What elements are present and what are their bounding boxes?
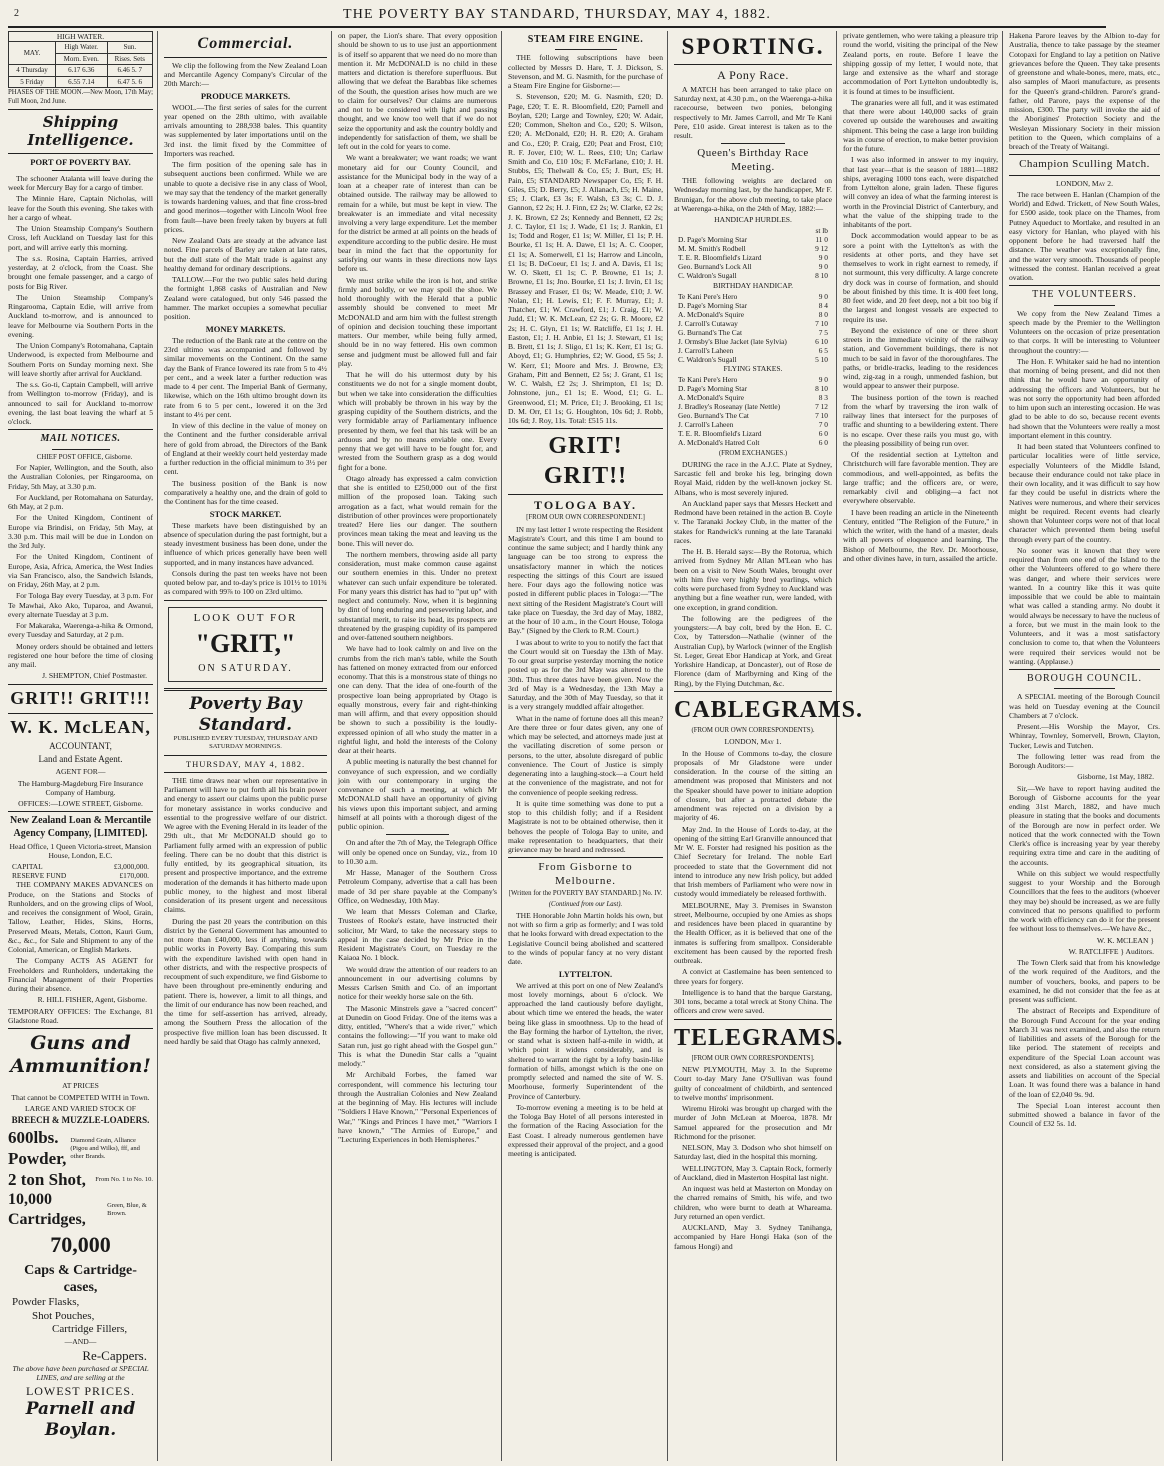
tide-row [9,65,153,77]
purchased-note: The above have been purchased at SPECIAL LINES, and are selling at the [12,1363,149,1382]
news-note: Mr Hasse, Manager of the Southern Cross Petroleum Company, advertise that a call has been made of 3d per share payable at the Company's Office, on Wednesday, 10th May. [338,868,497,905]
editorial-para: We want a breakwater; we want roads; we want monetary aid for our County Council, and assistance for the Municipal body in the way of a loan at a cheaper rate of interest than can be obtained outside. The railway may be allowed to remain for a while, but must be kept in view. The breakwater is an immediate and vital necessity involving a very large expenditure. Let the member for the district be armed at all points on the heads of expenditure according to the public desire. He must bear in mind the fact that the opportunity for satisfying our wants in these directions now lays before us. [338,153,497,274]
editorial-para: A public meeting is naturally the best channel for conveyance of such expression, and we cordially join with our contemporary in urging the convenance of such a meeting, at which Mr McDONALD shall have an opportunity of giving his views upon this important subject, and arming himself at all points with a thorough digest of the public opinion. [338,757,497,832]
letter-para: The granaries were all full, and it was estimated that there were about 140,000 sacks of grain covered up outside the warehouses and awaiting shipment. This being the case a large iron building was in course of erection, to make better provision for the future. [843,97,998,154]
column-4 [508,31,668,1461]
flying-entry: A. McDonald's Squire 8 3 [678,393,828,403]
mail-item: For Makaraka, Waerenga-a-hika & Ormond, every Tuesday and Saturday, at 2 p.m. [8,621,153,640]
tele-para: NEW PLYMOUTH, May 3. In the Supreme Court to-day Mary Jane O'Sullivan was found guilty of concealment of childbirth, and sentenced to twelve months' imprisonment. [674,1065,832,1102]
tide-table [8,41,153,88]
shot-row: 2 ton Shot, From No. 1 to No. 10. [8,1169,153,1189]
sport-para: The following are the pedigrees of the youngsters:—A bay colt, bred by the Hon. E. C. Cox, by Tattersdon—Nathalie (winner of the Australian Cup), by Warlock (winner of the English St. Leger, Great Ebor Handicap at York, and Great Yorkshire Handicap, at Doncaster), out of Rose de Florence (dam of Marlbyrning and King of the Ring), by the Flying Dutchman, &c. [674,613,832,688]
sporting-heading: SPORTING. [681,34,825,60]
news-note: On and after the 7th of May, the Telegraph Office will only be opened once on Sunday, viz., from 10 to 10.30 a.m. [338,838,497,866]
tologa-para: IN my last letter I wrote respecting the Resident Magistrate's Court, and this time I am bound to continue the same subject; and I hardly think any language can be too strong to express the unsatisfactory manner in which the notices respecting the sittings of this Court are issued here. Four days ago the following notice was posted in different public places in Tologa:—"The next sitting of the Resident Magistrate's Court will take place on Tuesday, the 3rd day of May, 1882, at the hour of 10 a.m., in the Court House, Tologa Bay." (Signed by the Clerk to R.M. Court.) [508,524,663,636]
lyttelton-heading: LYTTELTON. [558,969,613,980]
guns-heading: Guns and Ammunition! [10,1032,151,1078]
flying-entry: Geo. Burnand's The Cat 7 10 [678,411,828,421]
hurdles-heading: HANDICAP HURDLES. [714,215,792,225]
money-para: The reduction of the Bank rate at the centre on the 23rd ultimo was accompanied and followed by similar movements on the Continent. On the same day the Bank of France lowered its rate from 5 to 4½ per cent., and a week later a further reduction was made to 4 per cent. The Imperial Bank of Germany, likewise, which on the 16th ultimo brought down its rate from 6 to 5 per cent., lowered it on the 3rd instant to 4½ per cent. [164,335,327,419]
tide-header-month: MAY. [9,42,56,65]
melbourne-para: THE Honorable John Martin holds his own, but not with so firm a grip as formerly; and I was told that he looks forward with dread expectation to the Legislative Council being abolished and scattered to the winds of popular fancy at no very distant date. [508,910,663,967]
column-3 [338,31,502,1461]
council-para: The Special Loan interest account then submitted showed a balance in favor of the Council of £32 5s. 1d. [1009,1100,1160,1129]
letter-para: I was also informed in answer to my inquiry, that last year—that is the season of 1881—1882 ships, averaging 1000 tons each, were dispatched from Lyttelton alone, grain laden. These figures will convey an idea of what the farming interest is worth in the Provincial District of Canterbury, and what the value of the shipping trade to the inhabitants of the port. [843,155,998,230]
commercial-heading: Commercial. [197,35,294,53]
masthead [8,6,1106,28]
sport-para: DURING the race in the A.J.C. Plate at Sydney, Sarcastic fell and broke his leg, bringing down Royal Maid, ridden by the well-known jockey St. Albans, who is most severely injured. [674,459,832,497]
large-stock: LARGE AND VARIED STOCK OF [25,1103,136,1113]
stock-para: Consols during the past ten weeks have not been quoted below par, and to-day's price is 101½ to 101¾ as compared with 99⅞ to 100 on 23rd ultimo. [164,568,327,597]
handicap-entry: Te Kani Pere's Hero 9 0 [678,291,828,301]
loaders: BREECH & MUZZLE-LOADERS. [11,1115,150,1126]
letter-para: Dock accommodation would appear to be as sore a point with the Lyttelton's as with the residents at other ports, and they have set themselves to work in right earnest to remedy, if not surmount, this very difficulty. A large concrete dry dock was in course of formation, and should be about finished by this time. It is 400 feet long, 80 feet wide, and 20 feet deep, not a bit too big if the largest and longest vessels are expected to require its use. [843,231,998,324]
sculling-heading: Champion Sculling Match. [1019,158,1150,171]
tele-para: WELLINGTON, May 3. Captain Rock, formerly of Auckland, died in Masterton Hospital last night. [674,1163,832,1182]
editorial-para: on paper, the Lion's share. That every opposition should be shown to us to use just an apportionment is of itself so apparent that we need do no more than mention it. Mr McDONALD is no child in these matters and dictation is therefore superfluous. But allowing that we defeat the Barabbas like schemes of the South, the question arises how much are we to claim for ourselves? Our claims are numerous and not to be considered with light and passing thought, and we know too well that if we do not seize the opportunity and ask the country boldly and independently for satisfaction of them, we shall be left out in the cold for years to come. [338,31,498,152]
shipping-item: The Union Steamship Company's Ringarooma, Captain Edie, will arrive from Auckland to-morrow, and is announced to leave for Melbourne via Southern Ports in the evening. [8,292,153,339]
nzloan-body: THE COMPANY MAKES ADVANCES on Produce, on the Stations and Stocks of Runholders, and on the growing clips of Wool, and receives the consignment of Wool, Grain, Tallow, Leather, Hides, Skins, Horns, Preserved Meats, Metals, Cotton, Kauri Gum, &c., &c., for Sale and Shipment to any of the Colonial, American, or English Markets. [8,880,153,955]
commercial-intro: We clip the following from the New Zealand Loan and Mercantile Agency Company's Circular of the 20th March:— [164,60,327,89]
cable-para: Intelligence is to hand that the barque Garstang, 301 tons, became a total wreck at Stony China. The officers and crew were saved. [674,987,832,1016]
handicap-entry: C. Waldron's Sugall 5 10 [678,354,828,364]
mail-heading: MAIL NOTICES. [40,433,121,445]
council-para: While on this subject we would respectfully suggest to your Worship and the Borough Councillors that the fees to the auditors (whoever they may be) should be increased, as we are fully convinced that no persons qualified to perform the work with efficiency can do it for the present fee without loss to themselves.—We have &c., [1009,868,1160,934]
flying-stakes-heading: FLYING STAKES. [723,364,783,373]
postmaster-signature: J. SHEMPTON, Chief Postmaster. [42,671,147,681]
melbourne-heading: From Gisborne to Melbourne. [538,861,633,887]
caps-number: 70,000 [50,1232,111,1258]
cable-para: In the House of Commons to-day, the closure proposals of Mr Gladstone were under consideration. In the course of the sitting an amendment was proposed that Ministers and not the Speaker should have power to initiate adoption of closure, but after a protracted debate the amendment was rejected on a division by a majority of 46. [674,748,832,823]
handicap-entry: J. Carroll's Laheen 6 5 [678,345,828,355]
handicap-entry: A. McDonald's Squire 8 0 [678,309,828,319]
tide-header-rises-sets: Rises. Sets [107,53,152,65]
melbourne-sub: [Written for the POVERTY BAY STANDARD.] No. IV. [508,890,663,898]
tide-table-title: HIGH WATER. [8,31,153,41]
council-date: Gisborne, 1st May, 1882. [1077,772,1154,782]
column-1 [8,31,158,1461]
produce-para: TALLOW.—For the two public sales held during the fortnight 1,868 casks of Australian and New Zealand were catalogued, but only 546 passed the hammer. The market occupies a somewhat peculiar position. [164,275,327,322]
council-para: The Town Clerk said that from his knowledge of the work required of the Auditors, and the number of vouchers, books, and papers to be examined, he did not consider that the fee as at present was sufficient. [1009,958,1160,1005]
tologa-para: What in the name of fortune does all this mean? Are there three or four dates given, any one of which may be selected, and attorneys made just at the vacillating discretion of some person or persons, to the utter, absolute disregard of public convenience. The Court of Justice is simply degenerating into a laughing-stock—a Court held at the convenience of the magistrate, and not for the convenience of people seeking redress. [508,713,663,797]
tologa-from: [FROM OUR OWN CORRESPONDENT.] [526,514,645,522]
fire-engine-list: S. Stevenson, £20; M. G. Nasmith, £20; D. Page, £20; T. E. R. Bloomfield, £20; Parnell and Boylan, £20; Large and Townley, £20; W. Adair, £20; Common, Shelton and Co., £20; S. Wilson, £20; A. McDonald, £20; H. R. £20; A. Graham and Co., £20; P. Craig, £20; Peat and Frost, £10; R. F. Jover, £10; W. L. Rees, £10; Un; Carlaw Smith and Co, £10 10s; F. McFarlane, £10; J. H. Stubbs, £5; Thelwall & Co, £5; J. Burt, £5; H. Pain, £5; STANDARD Newspaper Co, £5; F. H. Giles, £5; D. Berry, £5; J. Allanach, £5; H. Maine, £5; J. Clark, £3 3s; F. Walsh, £3 3s; C. D. J. Gannon, £2 2s; H. J. Finn, £2 2s; W. Clarke, £2 2s; J. K. Brown, £2 2s; Kennedy and Bennett, £2 2s; J. C. Taylor, £1 1s; J. Wade, £1 1s; J. Rankin, £1 1s; Todd and Roger, £1 1s; W. Miller, £1 1s; P. H. Bourke, £1 1s; H. A. Dawe, £1 1s; A. C. Cooper, £1 1s; A. Somerwell, £1 1s; Harrow and Lincoln, £1 1s; B. DeCoeur, £1 1s; J. and A. Davis, £1 1s; W. O. Skett, £1 1s; C. P. Browne, £1 1s; J. Browne, £1 1s; Jno. Bourke, £1 1s; J. Irvin, £1 1s; Brassey and Fraser, £1 0s; W. Meade, £10; J. W. Nolan, £1; H. Lewis, £1; F. F. Murray, £1; J. Thatcher, £1; W. Crawford, £1; J. Craig, £1; W. Judd, £1; W. K. McLean, £2 2s; G. R. Moore, £2 2s; H. C. Glyn, £1 1s; W. Ratcliffe, £1 1s; J. H. Easton, £1; J. H. Anbie, £1 1s; J. Stewart, £1 1s; B. Brett, £1 1s; J. Sligo, £1 1s; K. Kerr, £1 1s; G. Aboyd, £1; G. Humphries, £2; W. Good, £5 5s; J. W. Kerr, £1; Moore and Mrs. J. Browne, £3; Graham, Pitt and Bennett, £2 5s; J. Grant, £1 1s; W. C. Walsh, £2 2s; J. Shrimpton, £1 1s; D. Johnstone, jun., £1 1s; E. Wood, £1; G. L. Greenwood, £1; M. Price, £1; J. Brooking, £1 1s; D. M. Orr, £1 1s; G. Houghton, 10s 6d; J. Robb, 10s 6d; J. Roy, 11s. Total: £515 11s. [508,92,663,426]
agent-title: ACCOUNTANT, [49,741,112,752]
cable-para: A convict at Castlemaine has been sentenced to three years for forgery. [674,967,832,986]
at-prices: AT PRICES [62,1081,99,1091]
council-para: Present.—His Worship the Mayor, Crs. Whinray, Townley, Somervell, Brown, Clayton, Tucker, Lewis and Tutchen. [1009,722,1160,750]
council-para: Sir,—We have to report having audited the Borough of Gisborne accounts for the year ending 31st March, 1882, and have much pleasure in stating that the books and documents of the Borough are now in perfect order. We noticed that the work connected with the Town Clerk's office is increasing year by year thereby requiring extra time and care in the auditing of the accounts. [1009,783,1160,867]
letter-para: The business portion of the town is reached from the wharf by traversing the iron walk of railway lines that intersect for the purposes of traffic and shunting to a bewildering extent. There is no escape. Over these rails you must go, with the pleasing possibility of being run over. [843,392,998,448]
from-exchanges: (FROM EXCHANGES.) [718,449,788,457]
sculling-dateline: LONDON, May 2. [1056,178,1113,188]
tele-from: [FROM OUR OWN CORRESPONDENTS]. [691,1054,815,1062]
tide-header-sun: Sun. [107,42,152,54]
volunteers-para: We copy from the New Zealand Times a speech made by the Premier to the Wellington Volunteers on the occasion of prize presentation to that corps. It will be interesting to Volunteer throughout the country:— [1009,308,1160,355]
lookout-line-1: LOOK OUT FOR [193,611,298,624]
cable-para: May 2nd. In the House of Lords to-day, at the opening of the sitting Earl Granville announced that Mr W. E. Forster had resigned his position as the Chief Secretary for Ireland. The noble Earl proceeded to state that the Government did not intend to introduce any new Irish policy, but added that Irish members of Parliament who were now in custody would immediately be released forthwith. [674,824,832,899]
council-para: The abstract of Receipts and Expenditure of the Borough Fund Account for the year ending March 31 was next examined, and also the return of liabilities and assets of the Borough for the like period. The statement of receipts and expenditure of the Special Loan account was next considered, as also a statement giving the assets and liabilities on account of the Special Loan. It was found there was a balance in hand of the loan of £2,040 9s. 9d. [1009,1006,1160,1099]
tele-para: An inquest was held at Masterton on Monday on the charred remains of Smith, his wife, and two children, who were burnt to death at Whareama. Jury returned an open verdict. [674,1184,832,1221]
agent-for: AGENT FOR— [55,767,106,777]
volunteers-para: No sooner was it known that they were required than from one end of the Island to the other the Volunteers offered to go where there was danger, and where their services were wanted. In a country like this it was quite impossible that we could be able to maintain what was called a standing army. No doubt it would always be necessary to have the nucleus of a force, but we must in the main look to the Volunteers, and it was a most satisfactory conclusion to come to, that when the Volunteers were required their services would not be wanting. (Applause.) [1009,545,1160,666]
nzloan-acts: The Company ACTS AS AGENT for Freeholders and Runholders, undertaking the Financial Management of their Properties during their absence. [8,956,153,994]
editorial-para: THE time draws near when our representative in Parliament will have to put forth all his brain power and energy to assert our claims upon the public purse for monetary assistance in works conducive and essential to the progressive welfare of our district. We agree with the Evening Herald in its leader of the 29th ult., that Mr McDONALD should go to Parliament fully armed with an expression of public feeling. There can be no doubt that this district is fully entitled, by its geographical situation, its present and prospective importance, and the extreme moderation of the demands it has hitherto made upon public money, to the highest and most liberal consideration of its present urgent and necessitous claims. [164,775,327,915]
flying-entry: D. Page's Morning Star 8 10 [678,384,828,394]
tide-day: 5 Friday [9,76,56,88]
sculling-body: The race between E. Hanlan (Champion of the World) and Edwd. Trickett, of New South Wales, for £500 aside, took place on the Thames, from Putney Aqueduct to Mortlake, and resulted in an easy victory for Hanlan, who played with his opponent before he had traversed half the distance. The weather was exceptionally fine, and the water very smooth. Thousands of people witnessed the contest. Hanlan received a great ovation. [1009,189,1160,283]
agent-company: The Hamburg-Magdeburg Fire Insurance Company of Hamburg. [17,778,144,797]
editorial-para: We must strike while the iron is hot, and strike firmly and boldly, or we may spoil the shoe. We hold thoroughly with the Herald that a public assembly should be convened to meet Mr McDONALD and arm him with the fullest strength of opinion and decision touching these important matters. Our member, while being fully armed, should be in no way fettered. His own common sense and judgment must be allowed full and fair play. [338,275,497,368]
tide-day: 4 Thursday [9,65,56,77]
mail-item: Money orders should be obtained and letters registered one hour before the time of closing any mail. [8,641,153,670]
compete-line: That cannot be COMPETED WITH in Town. [11,1092,150,1102]
flying-entry: T. E. R. Bloomfield's Lizard 6 0 [678,429,828,439]
pony-race-heading: A Pony Race. [717,68,789,83]
tide-morn-even: 6.17 6.36 [55,65,107,77]
editorial-para: During the past 20 years the contribution on this district by the General Government has amounted to not more than £40,000, less if anything, towards public works in Poverty Bay. Comparing this sum with the expenditure lavished with open hand in other districts, and with the respective prospects of recoupment of such expenditure, we find Gisborne to have been throughout pre-eminently enduring and patient. There is, however, a limit to all things, and the limit of our endurance has now been reached, and the time for self-assertion has arrived, already, among the Southern Press the allocation of the prospective five million loan has been discussed. It need hardly be said that Otago has calmly annexed, [164,916,327,1046]
mail-item: For Tologa Bay every Tuesday, at 3 p.m. For Te Mawhai, Ako Ako, Tuparoa, and Awanui, every alternate Tuesday at 3 p.m. [8,591,153,619]
council-para: The following letter was read from the Borough Auditors:— [1009,751,1160,771]
fire-engine-heading: STEAM FIRE ENGINE. [527,34,644,46]
letter-para: Of the residential section at Lyttelton and Christchurch will fare favorable mention. They are commodious, and well-appointed, as befits the large traffic; and the officers are, or were, remarkably civil and obliging—a fact not everywhere observable. [843,450,998,506]
tide-rises-sets: 6.46 5. 7 [107,65,152,77]
hurdle-entry: Geo. Burnand's Lock All 9 0 [678,262,828,272]
tide-header-morn-even: Morn. Even. [55,53,107,65]
tologa-heading: TOLOGA BAY. [534,497,637,512]
nzloan-agent: R. HILL FISHER, Agent, Gisborne. [37,995,147,1005]
birthday-race-body: THE following weights are declared on Wednesday morning last, by the handicapper, Mr F. Brunigan, for the above club meeting, to take place at Waerenga-a-hika, on the 24th of May, 1882:— [674,176,832,213]
volunteers-para: It had been stated that Volunteers confined to particular localities were of little service, especially Volunteers of the Middle Island, because their endurance could not take place in their own locality, and it was difficult to say how far they could be useful in districts where the Natives were numerous, and where their services might be required. Recent events had clearly shown that Volunteer corps were not of that local character which prevented them being useful through every part of the country. [1009,442,1160,544]
grit-heading: GRIT! GRIT!! [543,433,628,489]
borough-council-heading: BOROUGH COUNCIL. [1027,673,1142,685]
cartridges-row: 10,000 Cartridges, Green, Blue, & Brown. [8,1191,147,1228]
letter-para: Beyond the existence of one or three short streets in the immediate vicinity of the railway station, and Government buildings, there is not much to be said in favor of the thoroughfares. The paths, or bridle-tracks, leading to the residences wind, zig-zag in a rough, unmended fashion, but would appear to answer their purpose. [843,325,998,391]
melbourne-para: To-morrow evening a meeting is to be held at the Tologa Bay Hotel of all persons interested in the formation of the Racing Association for the East Coast. I already numerous gentlemen have expressed their approval of the project, and a good meeting is anticipated. [508,1102,663,1159]
capital-row: CAPITAL £3,000,000. [12,862,149,872]
volunteers-heading: THE VOLUNTEERS. [1032,289,1137,301]
tele-para: Wiremu Hiroki was brought up charged with the murder of John McLean at Moeroa, 1878. Mr Samuel appeared for the prosecution and Mr Richmond for the prisoner. [674,1104,832,1141]
grit-banner: GRIT!! GRIT!!! [10,687,151,708]
pony-race-body: A MATCH has been arranged to take place on Saturday next, at 4.30 p.m., on the Waerenga-a-hika racecourse, between two ponies, belonging respectively to Mr. James Carroll, and Mr Te Kani Pere, £10 aside. Great interest is taken as to the result. [674,84,832,140]
lookout-line-3: ON SATURDAY. [198,662,293,674]
flying-entry: A. McDonald's Hatred Colt 6 0 [678,438,828,448]
cable-dateline: LONDON, May 1. [724,737,782,747]
column-7 [1009,31,1164,1461]
produce-heading: PRODUCE MARKETS. [200,91,291,102]
powder-row: 600lbs. Powder, Diamond Grain, Alliance (Pigou and Wilks), fff, and other Brands. [8,1128,140,1168]
flying-entry: J. Carroll's Laheen 7 0 [678,420,828,430]
dateline: THURSDAY, MAY 4, 1882. [185,758,306,769]
shipping-item: The schooner Atalanta will leave during the week for Mercury Bay for a cargo of timber. [8,173,153,193]
shipping-item: The Minnie Hare, Captain Nicholas, will leave for the South this evening. She takes with her a cargo of wheat. [8,194,153,222]
mail-item: For the United Kingdom, Continent of Europe, Asia, Africa, America, the West Indies via San Francisco, also, the Sandwich Islands, on Friday, 26th May, at 2 p.m. [8,552,153,590]
caps-line: Caps & Cartridge-cases, [24,1263,137,1296]
masthead-title: THE POVERTY BAY STANDARD, THURSDAY, MAY 4, 1882. [342,7,772,22]
shipping-heading: Shipping Intelligence. [27,112,134,150]
nzloan-heading: New Zealand Loan & Mercantile Agency Company, [LIMITED]. [10,815,151,839]
news-note: We would draw the attention of our readers to an announcement in our advertising columns by Messrs Carlsen Smith and Co. of an important notice for their weekly horse sale on the 6th. [338,964,497,1002]
cable-para: MELBOURNE, May 3. Premises in Swanston street, Melbourne, occupied by one Amies as shops and residences have been placed in quarantine by the Health Officer, as it is believed that one of the inmates is suffering from smallpox. Considerable excitement has been caused by the reported fresh outbreak. [674,900,832,966]
shipping-item: The s.s. Go-ti, Captain Campbell, will arrive from Wellington to-morrow (Friday), and is announced to sail for Auckland to-morrow evening, the last boat leaving the wharf at 5 o'clock. [8,380,153,427]
and-line: —AND— [64,1336,97,1346]
temp-offices: TEMPORARY OFFICES: The Exchange, 81 Gladstone Road. [8,1006,153,1025]
news-note: We learn that Messrs Coleman and Clarke, Trustees of Rooke's estate, have instructed their solicitor, Mr Ward, to take the necessary steps to appeal in the case decided by Mr Price in the Resident Magistrate's Court, on Tuesday re the Kaiaoa No. 1 block. [338,907,497,963]
mail-item: For Napier, Wellington, and the South, also the Australian Colonies, per Ringarooma, on Friday, 5th May, at 3.30 p.m. [8,463,153,491]
stock-heading: STOCK MARKET. [209,509,282,520]
news-note: Mr Archibald Forbes, the famed war correspondent, will commence his lecturing tour through the Australian Colonies and New Zealand at the beginning of May. His lectures will include "Soldiers I Have Known," "Personal Experiences of War," "Kings and Princes I have met," "Warriors I have known," "The Armies of Europe," and "Lecturing Experiences in both Hemispheres." [338,1070,497,1145]
birthday-race-heading: Queen's Birthday Race Meeting. [697,147,809,173]
flasks-1: Powder Flasks, [12,1296,80,1309]
handicap-entry: J. Carroll's Cutaway 7 10 [678,318,828,328]
produce-para: New Zealand Oats are steady at the advance last noted. Fine parcels of Barley are taken at late rates, but the dull state of the Malt trade is against any healthy demand for ordinary descriptions. [164,236,327,273]
letter-para: I have been reading an article in the Nineteenth Century, entitled "The Religion of the Future," in which the writer, with the hand of a master, deals with all powers of eloquence and learning. The Bishop of Melbourne, the Rev. Dr. Moorhouse, and other divines have, in turn, assailed the article. [843,507,998,563]
hurdle-entry: D. Page's Morning Star 11 0 [678,235,828,245]
money-para: In view of this decline in the value of money on the Continent and the further considerable arrival here of gold from abroad, the Directors of the Bank of England at their weekly court held yesterday made a further reduction in the official minimum to 3½ per cent. [164,421,327,477]
hurdle-entry: M. M. Smith's Rodbell 9 12 [678,244,828,254]
produce-para: The firm position of the opening sale has in subsequent auctions been confirmed. While we are unable to quote a decisive rise in any class of Wool, we may say that the tendency of the market generally is towards hardening values, and that fine cross-bred and good merinos—together with Lincoln Wool free from fault—have been freely taken by buyers at full prices. [164,160,327,234]
council-para: A SPECIAL meeting of the Borough Council was held on Tuesday evening at the Council Chambers at 7 o'clock. [1009,692,1160,720]
published-line: PUBLISHED EVERY TUESDAY, THURSDAY AND SATURDAY MORNINGS. [173,735,318,751]
telegrams-heading: TELEGRAMS. [674,1024,844,1051]
sport-para: The H. B. Herald says:—By the Rotorua, which arrived from Sydney Mr Allan M'Lean who has been on a visit to New South Wales, brought over with him five very highly bred yearlings, which colts were purchased from Sydney to Auckland was anything but a fine weather run, were landed, with one exception, in grand condition. [674,547,832,612]
editorial-para: The northern members, throwing aside all party consideration, must make common cause against our southern enemies in this. Under no pretext whatever can such unfair expenditure be tolerated. For many years this district has had to "put up" with neglect and contumely. Now, when it is beginning by dint of long enduring and persevering labor, and substantial merit, to raise its head, its prospects are threatened by the grasping cupidity of its pampered and over-fattened southern neighbors. [338,549,497,643]
cablegrams-heading: CABLEGRAMS. [674,696,864,723]
tologa-para: I was about to write to you to notify the fact that the Court would sit on Tuesday the 13th of May. To our great surprise yesterday morning the notice posted up as for the 3rd May was altered to the 30th. Thus three dates have been given. Now the 3rd of May is a Wednesday, the 13th May a Saturday, and the 30th of May Tuesday, so that it is a very strangely muddled affair altogether. [508,637,663,712]
agent-subtitle: Land and Estate Agent. [38,754,123,765]
news-note: The Masonic Minstrels gave a "sacred concert" at Dunedin on Good Friday. One of the items was a ditty, entitled, "Where's that a wide river," which contains the following:—"If you want to make old Satan run, just go right ahead with the Gospel gun." This is what the Dunedin Star calls a "quaint melody." [338,1003,497,1069]
agent-office: OFFICES:—LOWE STREET, Gisborne. [18,799,143,809]
money-heading: MONEY MARKETS. [205,324,286,335]
shipping-list [8,174,153,427]
tide-header-high: High Water. [55,42,107,54]
editorial-para: Otago already has expressed a calm conviction that she is entitled to £250,000 out of the first million of the proposed loan. Taking such arrogation as a fact, what would remain for the distribution of other provinces were proportionately treated? Here lies our danger. The southern provinces mean taking the meat and leaving us the bone. This will never do. [338,473,497,548]
agent-name: W. K. McLEAN, [10,716,151,737]
fire-engine-intro: THE following subscriptions have been collected by Messrs D. Hare, T. J. Dickson, S. Stevenson, and M. G. Nasmith, for the purchase of a Steam Fire Engine for Gisborne:— [508,53,663,91]
auditor-2: W. RATCLIFFE } Auditors. [1068,946,1154,956]
column-2 [164,31,332,1461]
tide-row [9,76,153,88]
volunteers-para: The Hon. F. Whitaker said he had no intention that morning of being present, and did not then think that he would have an opportunity of addressing the officers and Volunteers, but he was not sorry the opportunity had been afforded to him upon such an interesting occasion. He was glad to be able to do so, because recent events had shown that the Volunteers were really a most important element in this country. [1009,356,1160,440]
nzloan-office: Head Office, 1 Queen Victoria-street, Mansion House, London, E.C. [9,841,152,861]
cable-from: (FROM OUR OWN CORRESPONDENTS). [691,727,815,735]
flasks-2: Shot Pouches, [32,1309,95,1322]
mail-item: For the United Kingdom, Continent of Europe via Brindisi, on Friday, 5th May, at 3.30 p.m. This mail will be due in London on the 3rd July. [8,513,153,551]
tide-rises-sets: 6.47 5. 6 [107,76,152,88]
hurdle-entry: T. E. R. Bloomfield's Lizard 9 0 [678,253,828,263]
tele-para: AUCKLAND, May 3. Sydney Tanihanga, accompanied by Hare Hongi Haka (son of the famous Hongi) and [674,1223,832,1251]
stock-para: These markets have been distinguished by an absence of speculation during the past fortnight, but a steady investment business has been done, under the influence of which prices generally have been well supported, and in many instances have advanced. [164,520,328,567]
letter-para: private gentlemen, who were taking a pleasure trip round the world, visiting the principal of the New Zealand ports, en route. Before I leave the shipping gossip of my letter, I would note, that large and extensive as the wharf and storage accommodation of Port Lyttelton undoubtedly is, it is found at times to be insufficient. [843,31,998,96]
money-para: The business position of the Bank is now comparatively a healthy one, and the drain of gold to the Continent has for the time ceased. [164,478,327,507]
page-number: 2 [14,8,19,19]
reserve-row: RESERVE FUND £170,000. [12,871,149,881]
hurdle-entry: C. Waldron's Sugall 8 10 [678,271,828,281]
birthday-handicap-heading: BIRTHDAY HANDICAP. [713,280,793,290]
moon-phases: PHASES OF THE MOON.—New Moon, 17th May; Full Moon, 2nd June. [8,89,153,105]
handicap-entry: J. Ormsby's Blue Jacket (late Sylvia) 6 10 [678,336,828,346]
editorial-para: That he will do his uttermost duty by his constituents we do not for a single moment doubt, but when we take into consideration the difficulties which will probably be thrown in his way by the grasping cupidity of the Southern districts, and the very formidable array of Parliamentary influence presented by them, we feel that his task will be an arduous and by no means enviable one. Every penny that we get will have to be fought for, and wrested from the Southern grasp as a dog would fight for a bone. [338,370,497,472]
hakena-para: Hakena Parore leaves by the Albion to-day for Australia, thence to take passage by the steamer Cotopaxi for England to lay a petition on Native grievances before the Queen. They take presents of greenstone and whale-bones, mere, mats, etc., also samples of Maori manufacture, as presents for the Queen's grand-children. Parore's grand-father, old Parore, pays the expense of the mission, £300. The party will invoke the aid of the Aborigines' Protection Society and the Wesleyan Missionary Society in their mission petition to the Queen, which complains of a breach of the Treaty of Waitangi. [1009,31,1160,152]
column-5 [674,31,864,1461]
auditor-1: W. K. MCLEAN } [1096,935,1154,945]
flasks-3: Cartridge Fillers, [52,1323,128,1336]
shipping-item: The s.s. Rosina, Captain Harries, arrived yesterday, at 2 o'clock, from the Coast. She brought one female passenger, and a cargo of posts for Big River. [8,253,153,291]
handicap-entry: D. Page's Morning Star 8 4 [678,300,828,310]
handicap-entry: G. Burnand's The Cat 7 5 [678,327,828,337]
column-6 [843,31,1003,1461]
lowest-prices: LOWEST PRICES. [25,1384,136,1399]
paper-name: Poverty Bay Standard. [189,693,302,735]
flying-entry: J. Bradley's Roseanay (late Nettle) 7 12 [678,402,828,412]
shipping-item: The Union Company's Rotomahana, Captain Underwood, is expected from Melbourne and Southern Ports on Sunday morning next. She will leave shortly after arrival for Auckland. [8,341,153,378]
sport-para: An Auckland paper says that Messrs Heckett and Redmond have been retained in the action B. Coyle v. The Taranaki Jockey Club, in the matter of the stakes for Randwick's running at the late Taranaki races. [674,498,832,545]
shipping-item: The Union Steamship Company's Southern Cross, left Auckland on Tuesday last for this port, and will arrive early this morning. [8,224,153,252]
editorial-para: We have had to look calmly on and live on the crumbs from the rich man's table, while the South has fattened on money extracted from our enforced economy. That this is a monstrous state of things no one can deny. That the idea of one-fourth of the prospective loan being appropriated by Otago is equally monstrous, every fair and right-thinking man will affirm, and that every opposition should be shown to such a possibility is the loudly-expressed opinion of all who study the matter in a rightful light, and hold the interests of the Colony dear at their hearts. [338,644,497,756]
mail-item: For Auckland, per Rotomahana on Saturday, 6th May, at 2 p.m. [8,492,153,512]
lookout-box [168,607,323,682]
melbourne-para: We arrived at this port on one of New Zealand's most lovely mornings, about 6 o'clock. We approached the land cautiously before daylight, about which time we entered the heads, the water being like glass in smoothness. Up to the head of the Bay forming the harbor of Lyttelton, the river, or stand what is sixteen half-a-mile in width, at which point it widens considerably, and is sheltered to warrant the right by a lofty basin-like formation of hills, amongst which is the one on promptly selected and named the site of W. S. Moorhouse, formerly Superintendent of the Province of Canterbury. [508,980,663,1101]
tide-morn-even: 6.55 7.14 [55,76,107,88]
weights-units: st lb [815,226,828,236]
flying-entry: Te Kani Pere's Hero 9 0 [678,375,828,385]
mail-office: CHIEF POST OFFICE, Gisborne. [36,452,133,461]
melbourne-continued: (Continued from our Last). [548,900,623,908]
tele-para: NELSON, May 3. Dodson who shot himself on Saturday last, died in the hospital this morning. [674,1143,832,1162]
recappers: Re-Cappers. [82,1347,147,1363]
port-heading: PORT OF POVERTY BAY. [30,156,131,167]
produce-para: WOOL.—The first series of sales for the current year opened on the 28th ultimo, with available arrivals amounting to 288,938 bales. This quantity was supplemented by later importations until on the 3rd inst. the limit fixed by the Committee of Importers was reached. [164,102,327,158]
tologa-para: It is quite time something was done to put a stop to this childish folly; and if a Resident Magistrate is not to be obtained otherwise, then it behoves the people of Tologa Bay to unite, and make representation to headquarters, that their grievance may be heard and redressed. [508,798,663,855]
parnell-boylan: Parnell and Boylan. [25,1398,136,1440]
lookout-grit: "GRIT," [195,629,296,659]
